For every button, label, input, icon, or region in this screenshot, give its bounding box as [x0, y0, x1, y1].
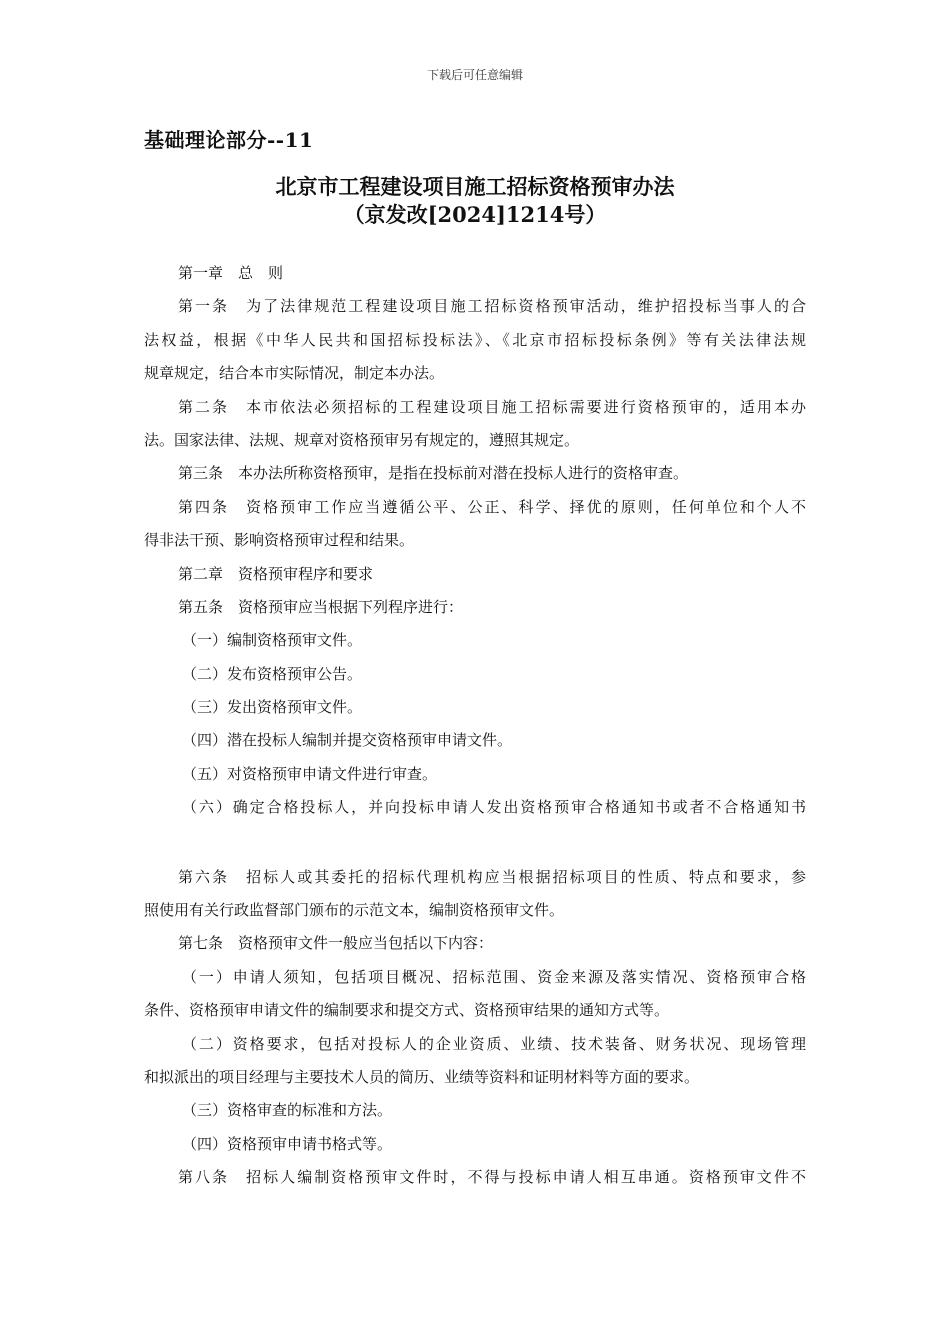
paragraph-line: 照使用有关行政监督部门颁布的示范文本，编制资格预审文件。 — [144, 901, 565, 920]
paragraph-gap — [144, 825, 806, 861]
paragraph-line: 第二条 本市依法必须招标的工程建设项目施工招标需要进行资格预审的，适用本办 — [178, 397, 806, 416]
paragraph-line: 第六条 招标人或其委托的招标代理机构应当根据招标项目的性质、特点和要求，参 — [178, 867, 806, 886]
list-item: （二）资格要求，包括对投标人的企业资质、业绩、技术装备、财务状况、现场管理 — [182, 1034, 806, 1053]
paragraph-line: 规章规定，结合本市实际情况，制定本办法。 — [144, 364, 445, 383]
list-item: （三）资格审查的标准和方法。 — [182, 1101, 393, 1120]
title-line-2: （京发改[2024]1214号） — [343, 202, 607, 227]
list-item: （二）发布资格预审公告。 — [182, 664, 363, 683]
paragraph-line: 第五条 资格预审应当根据下列程序进行： — [178, 597, 464, 616]
list-item: （六）确定合格投标人，并向投标申请人发出资格预审合格通知书或者不合格通知书 — [182, 798, 806, 817]
paragraph-line: 得非法干预、影响资格预审过程和结果。 — [144, 531, 415, 550]
paragraph-line: 第四条 资格预审工作应当遵循公平、公正、科学、择优的原则，任何单位和个人不 — [178, 497, 806, 516]
header-note: 下载后可任意编辑 — [426, 68, 523, 82]
chapter-heading: 第二章 资格预审程序和要求 — [178, 564, 374, 583]
list-item: （四）潜在投标人编制并提交资格预审申请文件。 — [182, 731, 513, 750]
paragraph-line: 法权益，根据《中华人民共和国招标投标法》、《北京市招标投标条例》等有关法律法规 — [144, 330, 806, 349]
list-item: （四）资格预审申请书格式等。 — [182, 1134, 393, 1153]
paragraph-line: 和拟派出的项目经理与主要技术人员的简历、业绩等资料和证明材料等方面的要求。 — [144, 1067, 700, 1086]
paragraph-line: 第七条 资格预审文件一般应当包括以下内容： — [178, 934, 494, 953]
list-item: （一）编制资格预审文件。 — [182, 631, 363, 650]
document-title — [0, 173, 950, 229]
paragraph-line: 第一条 为了法律规范工程建设项目施工招标资格预审活动，维护招投标当事人的合 — [178, 297, 806, 316]
paragraph-line: 第三条 本办法所称资格预审，是指在投标前对潜在投标人进行的资格审查。 — [178, 464, 689, 483]
paragraph-line: 第八条 招标人编制资格预审文件时，不得与投标申请人相互串通。资格预审文件不 — [178, 1168, 806, 1187]
section-label: 基础理论部分--11 — [144, 128, 314, 152]
list-item: （五）对资格预审申请文件进行审查。 — [182, 764, 438, 783]
list-item: （三）发出资格预审文件。 — [182, 698, 363, 717]
title-line-1: 北京市工程建设项目施工招标资格预审办法 — [275, 174, 675, 199]
chapter-heading: 第一章 总 则 — [178, 264, 284, 282]
list-item: （一）申请人须知，包括项目概况、招标范围、资金来源及落实情况、资格预审合格 — [182, 967, 806, 986]
paragraph-line: 条件、资格预审申请文件的编制要求和提交方式、资格预审结果的通知方式等。 — [144, 1001, 670, 1020]
document-body — [144, 257, 806, 1195]
paragraph-line: 法。国家法律、法规、规章对资格预审另有规定的，遵照其规定。 — [144, 430, 580, 449]
